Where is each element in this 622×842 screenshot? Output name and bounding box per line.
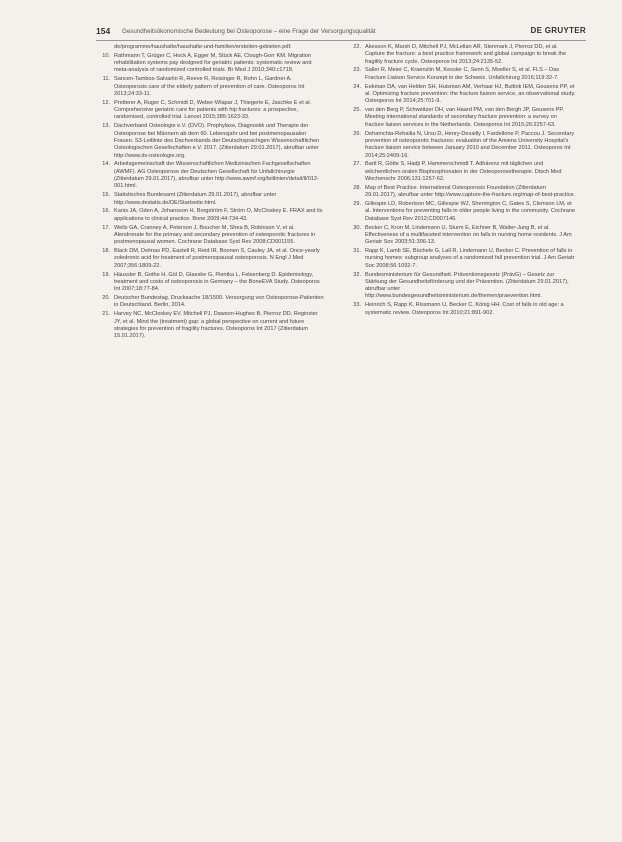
reference-number: 11. bbox=[102, 76, 110, 83]
reference-item bbox=[347, 185, 577, 200]
reference-number: 26. bbox=[353, 130, 361, 137]
reference-number: 13. bbox=[102, 123, 110, 130]
reference-number: 29. bbox=[353, 201, 361, 208]
reference-text: Map of Best Practice. International Osteoporosis Foundation (Zitierdatum 29.01.2017), abrufbar unter http://www.capture-the-fracture.org/map-of-best-practice. bbox=[365, 184, 576, 199]
reference-item bbox=[96, 44, 326, 51]
reference-text: Gillespie LD, Robertson MC, Gillespie WJ, Sherrington C, Gates S, Clemson LM, et al. Interventions for preventing falls in older people living in the community. Cochrane Database Syst Rev 2012;CD007146. bbox=[365, 201, 576, 222]
reference-text: Dehamchia-Rehailia N, Ursu D, Henry-Desailly I, Fardellone P, Paccou J. Secondary prevention of osteoporotic fractures: evaluation of the Amiens University Hospital's fracture liaison service between January 2010 and December 2011. Osteoporos Int 2014;25:2409-16. bbox=[365, 130, 575, 159]
reference-number: 23. bbox=[353, 67, 361, 74]
references-left-column bbox=[96, 44, 326, 342]
reference-number: 15. bbox=[102, 192, 110, 199]
reference-item bbox=[347, 67, 577, 82]
reference-text: Dachverband Osteologie e.V. (DVO). Prophylaxe, Diagnostik und Therapie der Osteoporose bei Männern ab dem 60. Lebensjahr und bei postmenopausalen Frauen. S3-Leitlinie des Dachverbands der Deutschsprachigen Wissenschaftlichen Osteologischen Gesellschaften e.V. 2017. (Zitierdatum 29.01.2017), abrufbar unter http://www.dv-osteologie.org. bbox=[114, 123, 320, 159]
reference-text: Statistisches Bundesamt (Zitierdatum 29.01.2017), abrufbar unter http://www.destatis.de/DE/Startseite.html. bbox=[114, 192, 277, 206]
reference-number: 21. bbox=[102, 311, 110, 318]
reference-item bbox=[347, 201, 577, 223]
reference-number: 12. bbox=[102, 99, 110, 106]
reference-item bbox=[96, 311, 326, 340]
reference-number: 31. bbox=[353, 248, 361, 255]
reference-item bbox=[96, 161, 326, 190]
reference-item bbox=[96, 76, 326, 98]
reference-item bbox=[96, 248, 326, 270]
reference-item bbox=[96, 192, 326, 207]
reference-text: Bartl R, Götte S, Hadji P, Hammerschmidt T. Adhärenz mit täglichen und wöchentlichen oralen Bisphosphonaten in der Osteoporosetherapie. Dtsch Med Wochenschr 2006;131:1257-62. bbox=[365, 161, 562, 183]
reference-text: Black DM, Delmas PD, Eastell R, Reid IR, Boonen S, Cauley JA, et al. Once-yearly zoledronic acid for treatment of postmenopausal osteoporosis. N Engl J Med 2007;356:1809-22. bbox=[114, 248, 320, 269]
reference-number: 16. bbox=[102, 208, 110, 215]
reference-number: 17. bbox=[102, 224, 110, 231]
reference-number: 14. bbox=[102, 161, 110, 168]
references-right-column bbox=[347, 44, 577, 319]
reference-number: 28. bbox=[353, 184, 361, 191]
reference-item bbox=[96, 208, 326, 223]
reference-text: Rathmann T, Grüger C, Hock A, Egger M, Stück AE, Clough-Gorr KM. Migration rehabilitation systems pay designed for geriatric patients: systematic review and meta-analysis of randomized controlled trials. Br Med J 2010;340:c1718. bbox=[114, 52, 312, 74]
reference-text: de/programme/haushalte/haushalte-und-familien/ersteiten-gebieten.pdf. bbox=[114, 44, 292, 50]
reference-item bbox=[347, 161, 577, 183]
reference-text: van den Berg P, Schweitzer DH, van Haard PM, van den Bergh JP, Geusens PP. Meeting international standards of secondary fracture prevention: a survey on fracture liaison services in the Netherlands. Osteoporos Int 2015;26:2257-63. bbox=[365, 107, 564, 128]
reference-text: Akesson K, Marsh D, Mitchell PJ, McLellan AR, Stenmark J, Pierroz DD, et al. Capture the fracture: a best practice framework and global campaign to break the fragility fracture cycle. Osteoporos Int 2013;24:2135-52. bbox=[365, 44, 567, 65]
reference-text: Saller R, Meier C, Kraenzlin M, Kessler C, Senn S, Moeller S, et al. FLS – Das Fracture Liaison Service Konzept in der Schweiz. Unfallchirurg 2016;119:32-7. bbox=[365, 67, 559, 81]
reference-text: Eekman DA, van Helden SH, Huisman AM, Verhaar HJ, Bultink IEM, Geusens PP, et al. Optimizing fracture prevention: the fracture liaison service, an observational study. Osteoporos Int 2014;25:701-9. bbox=[365, 83, 576, 105]
reference-number: 32. bbox=[353, 271, 361, 278]
reference-number: 25. bbox=[353, 107, 361, 114]
header-divider bbox=[96, 40, 586, 41]
reference-item bbox=[347, 131, 577, 160]
reference-text: Becker C, Kron M, Lindemann U, Sturm E, Eichner B, Walter-Jung B, et al. Effectiveness of a multifaceted intervention on falls in nursing home residents. J Am Geriatr Soc 2003;51:306-13. bbox=[365, 224, 572, 246]
reference-item bbox=[347, 302, 577, 317]
reference-item bbox=[347, 44, 577, 66]
reference-number: 27. bbox=[353, 161, 361, 168]
reference-item bbox=[96, 272, 326, 294]
reference-number: 18. bbox=[102, 248, 110, 255]
publisher-logo: DE GRUYTER bbox=[530, 26, 586, 35]
reference-text: Rapp K, Lamb SE, Büchele G, Lall R, Lindemann U, Becker C. Prevention of falls in nursing homes: subgroup analyses of a randomized fall prevention trial. J Am Geriatr Soc 2008;56:1092-7. bbox=[365, 248, 575, 269]
reference-text: Arbeitsgemeinschaft der Wissenschaftlichen Medizinischen Fachgesellschaften (AWMF). AG Osteoporose der Deutschen Gesellschaft für Unfallchirurgie (Zitierdatum 29.01.2017), abrufbar unter http://www.awmf.org/leitlinien/detail/ll/012-001.html. bbox=[114, 161, 319, 190]
reference-item bbox=[96, 225, 326, 247]
reference-text: Kanis JA, Oden A, Johansson H, Borgström F, Ström O, McCloskey E. FRAX and its applications to clinical practice. Bone 2009;44:734-43. bbox=[114, 208, 323, 222]
page-header bbox=[96, 26, 586, 40]
reference-text: Deutscher Bundestag. Drucksache 18/1500. Versorgung von Osteoporose-Patienten in Deutschland. Berlin, 2014. bbox=[114, 295, 324, 309]
reference-text: Heinrich S, Rapp K, Rissmann U, Becker C, König HH. Cost of falls in old age: a systematic review. Osteoporos Int 2010;21:891-902. bbox=[365, 302, 564, 316]
reference-number: 33. bbox=[353, 302, 361, 309]
reference-number: 10. bbox=[102, 52, 110, 59]
reference-text: Pretterer A, Ruger C, Schmidt D, Weber-Wlapar J, Thiegerle E, Jaschke E et al. Comprehensive geriatric care for patients with hip fractures: a prospective, randomised, controlled trial. Lancet 2015;385:1623-33. bbox=[114, 99, 312, 121]
reference-item bbox=[347, 248, 577, 270]
reference-item bbox=[96, 295, 326, 310]
reference-text: Bundesministerium für Gesundheit. Präventionsgesetz (PrävG) – Gesetz zur Stärkung der Gesundheitsförderung und der Prävention. (Zitierdatum 29.01.2017), abrufbar unter http://www.bundesgesundheitsministerium.de/themen/praevention.html. bbox=[365, 271, 569, 300]
reference-item bbox=[96, 100, 326, 122]
reference-number: 19. bbox=[102, 271, 110, 278]
reference-item bbox=[96, 123, 326, 159]
reference-text: Harvey NC, McCloskey EV, Mitchell PJ, Dawson-Hughes B, Pierroz DD, Reginster JY, et al. Mind the (treatment) gap: a global perspective on current and future strategies for prevention of fragility fractures. Osteoporos Int 2017 (Zitierdatum 15.01.2017). bbox=[114, 311, 318, 340]
reference-number: 24. bbox=[353, 83, 361, 90]
reference-item bbox=[347, 107, 577, 129]
reference-number: 22. bbox=[353, 44, 361, 50]
reference-text: Sancen-Tambos-Salvarlin R, Reeve R, Reisinger R, Rohn L, Gardner A. Osteoporosis care of the elderly pattern of prevention of care. Osteoporos Int 2013;24:33-11. bbox=[114, 76, 305, 97]
reference-item bbox=[347, 272, 577, 301]
reference-text: Wells GA, Cranney A, Peterson J, Boucher M, Shea B, Robinson V, et al. Alendronate for the primary and secondary prevention of osteoporotic fractures in postmenopausal women. Cochrane Database Syst Rev 2008;CD001155. bbox=[114, 224, 316, 246]
reference-item bbox=[347, 84, 577, 106]
page-number: 154 bbox=[96, 26, 111, 36]
running-title: Gesundheitsökonomische Bedeutung bei Osteoporose – eine Frage der Versorgungsqualität bbox=[122, 28, 376, 35]
reference-text: Häussler B, Gothe H, Göl D, Glaeske G, Pientka L, Felsenberg D. Epidemiology, treatment and costs of osteoporosis in Germany – the BoneEVA Study. Osteoporos Int 2007;18:77-84. bbox=[114, 271, 320, 293]
reference-item bbox=[96, 53, 326, 75]
reference-item bbox=[347, 225, 577, 247]
reference-number: 20. bbox=[102, 295, 110, 302]
reference-number: 30. bbox=[353, 224, 361, 231]
